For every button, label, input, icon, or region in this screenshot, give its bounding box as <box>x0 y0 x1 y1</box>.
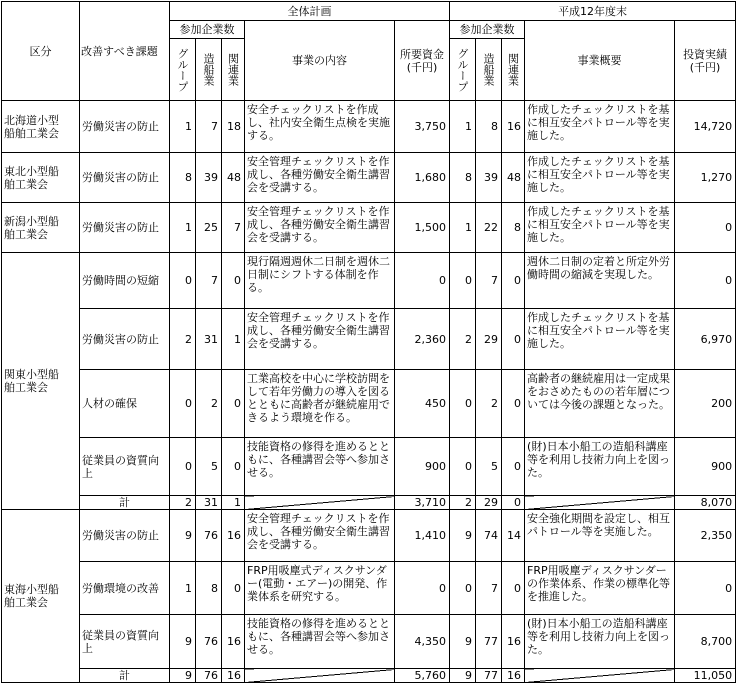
actual-related-count: 48 <box>502 153 525 203</box>
header-shoyo: 所要資金 (千円) <box>395 21 450 101</box>
issue-cell: 労働災害の防止 <box>80 153 170 203</box>
actual-group-count: 0 <box>450 253 476 309</box>
plan-shipbuilder-count: 2 <box>196 370 222 438</box>
plan-content: 安全管理チェックリストを作成し、各種労働安全衛生講習会を受講する。 <box>245 203 395 253</box>
total-label: 計 <box>80 669 170 683</box>
actual-summary: 作成したチェックリストを基に相互安全パトロール等を実施した。 <box>525 203 675 253</box>
plan-group-count: 8 <box>170 153 196 203</box>
plan-content: 技能資格の修得を進めるとともに、各種講習会等へ参加させる。 <box>245 438 395 496</box>
investment-result: 6,970 <box>675 309 736 370</box>
actual-shipbuilder-count: 39 <box>476 153 502 203</box>
header-zentai: 全体計画 <box>170 2 450 21</box>
total-investment: 11,050 <box>675 669 736 683</box>
actual-shipbuilder-count: 7 <box>476 562 502 615</box>
plan-group-count: 2 <box>170 309 196 370</box>
header-zosen-2: 造船業 <box>482 53 496 86</box>
actual-related-count: 14 <box>502 510 525 562</box>
total-plan-shipbuilder: 31 <box>196 496 222 510</box>
header-kanren: 関連業 <box>226 53 240 86</box>
actual-shipbuilder-count: 22 <box>476 203 502 253</box>
header-kubun: 区分 <box>2 2 80 101</box>
header-group: グループ <box>176 47 189 92</box>
actual-summary: 週休二日制の定着と所定外労働時間の縮減を実現した。 <box>525 253 675 309</box>
actual-related-count: 0 <box>502 309 525 370</box>
plan-shipbuilder-count: 76 <box>196 510 222 562</box>
plan-related-count: 7 <box>222 203 245 253</box>
plan-related-count: 0 <box>222 562 245 615</box>
required-funds: 0 <box>395 562 450 615</box>
plan-group-count: 9 <box>170 615 196 669</box>
plan-content: 工業高校を中心に学校訪問をして若年労働力の導入を図るとともに高齢者が継続雇用できるよう環境を作る。 <box>245 370 395 438</box>
actual-group-count: 8 <box>450 153 476 203</box>
header-sanka-2: 参加企業数 <box>450 21 525 39</box>
actual-summary: 作成したチェックリストを基に相互安全パトロール等を実施した。 <box>525 153 675 203</box>
plan-group-count: 0 <box>170 370 196 438</box>
actual-related-count: 0 <box>502 253 525 309</box>
total-actual-shipbuilder: 77 <box>476 669 502 683</box>
actual-group-count: 0 <box>450 370 476 438</box>
required-funds: 0 <box>395 253 450 309</box>
plan-table <box>1 1 736 683</box>
header-toshi: 投資実績 (千円) <box>675 21 736 101</box>
required-funds: 1,500 <box>395 203 450 253</box>
actual-group-count: 0 <box>450 438 476 496</box>
header-kanren-2: 関連業 <box>506 53 520 86</box>
required-funds: 900 <box>395 438 450 496</box>
required-funds: 2,360 <box>395 309 450 370</box>
plan-group-count: 1 <box>170 101 196 153</box>
issue-cell: 労働災害の防止 <box>80 203 170 253</box>
plan-related-count: 18 <box>222 101 245 153</box>
table-row <box>2 101 736 153</box>
header-naiyo: 事業の内容 <box>245 21 395 101</box>
section-name: 関東小型船 舶工業会 <box>2 253 80 510</box>
investment-result: 2,350 <box>675 510 736 562</box>
header-zosen: 造船業 <box>202 53 215 86</box>
actual-summary: 作成したチェックリストを基に相互安全パトロール等を実施した。 <box>525 101 675 153</box>
actual-related-count: 8 <box>502 203 525 253</box>
plan-related-count: 48 <box>222 153 245 203</box>
actual-summary: FRP用吸塵ディスクサンダーの作業体系、作業の標準化等を推進した。 <box>525 562 675 615</box>
actual-shipbuilder-count: 7 <box>476 253 502 309</box>
actual-summary: 高齢者の継続雇用は一定成果をおさめたものの若年層については今後の課題となった。 <box>525 370 675 438</box>
plan-group-count: 1 <box>170 203 196 253</box>
header-sanka: 参加企業数 <box>170 21 245 39</box>
required-funds: 1,410 <box>395 510 450 562</box>
total-plan-shipbuilder: 76 <box>196 669 222 683</box>
plan-group-count: 9 <box>170 510 196 562</box>
actual-summary: 作成したチェックリストを基に相互安全パトロール等を実施した。 <box>525 309 675 370</box>
table-row <box>2 562 736 615</box>
issue-cell: 労働災害の防止 <box>80 510 170 562</box>
investment-result: 0 <box>675 562 736 615</box>
section-name: 新潟小型船 舶工業会 <box>2 203 80 253</box>
plan-shipbuilder-count: 25 <box>196 203 222 253</box>
plan-related-count: 0 <box>222 370 245 438</box>
required-funds: 3,750 <box>395 101 450 153</box>
table-row <box>2 153 736 203</box>
actual-shipbuilder-count: 8 <box>476 101 502 153</box>
plan-related-count: 16 <box>222 510 245 562</box>
plan-related-count: 1 <box>222 309 245 370</box>
plan-related-count: 16 <box>222 615 245 669</box>
plan-content: 安全チェックリストを作成し、社内安全衛生点検を実施する。 <box>245 101 395 153</box>
plan-content: 安全管理チェックリストを作成し、各種労働安全衛生講習会を受講する。 <box>245 309 395 370</box>
actual-summary: (財)日本小船工の造船科講座等を利用し技術力向上を図った。 <box>525 438 675 496</box>
investment-result: 14,720 <box>675 101 736 153</box>
investment-result: 0 <box>675 253 736 309</box>
investment-result: 8,700 <box>675 615 736 669</box>
issue-cell: 人材の確保 <box>80 370 170 438</box>
header-group-2: グループ <box>456 47 470 92</box>
actual-group-count: 2 <box>450 309 476 370</box>
header-gaiyo: 事業概要 <box>525 21 675 101</box>
investment-result: 200 <box>675 370 736 438</box>
header-kadai: 改善すべき課題 <box>80 2 170 101</box>
total-investment: 8,070 <box>675 496 736 510</box>
plan-content: 安全管理チェックリストを作成し、各種労働安全衛生講習会を受講する。 <box>245 153 395 203</box>
actual-shipbuilder-count: 77 <box>476 615 502 669</box>
header-heisei: 平成12年度末 <box>450 2 736 21</box>
plan-shipbuilder-count: 39 <box>196 153 222 203</box>
issue-cell: 従業員の資質向上 <box>80 438 170 496</box>
investment-result: 900 <box>675 438 736 496</box>
plan-related-count: 0 <box>222 253 245 309</box>
required-funds: 1,680 <box>395 153 450 203</box>
actual-related-count: 0 <box>502 562 525 615</box>
actual-related-count: 0 <box>502 370 525 438</box>
total-plan-related: 1 <box>222 496 245 510</box>
plan-shipbuilder-count: 76 <box>196 615 222 669</box>
total-plan-group: 9 <box>170 669 196 683</box>
issue-cell: 労働災害の防止 <box>80 101 170 153</box>
total-actual-related: 16 <box>502 669 525 683</box>
issue-cell: 労働災害の防止 <box>80 309 170 370</box>
plan-related-count: 0 <box>222 438 245 496</box>
total-actual-related: 0 <box>502 496 525 510</box>
total-label: 計 <box>80 496 170 510</box>
table-row <box>2 203 736 253</box>
issue-cell: 従業員の資質向上 <box>80 615 170 669</box>
total-actual-summary-blank <box>525 496 675 510</box>
total-required-funds: 5,760 <box>395 669 450 683</box>
table-row <box>2 615 736 669</box>
total-required-funds: 3,710 <box>395 496 450 510</box>
actual-related-count: 16 <box>502 615 525 669</box>
total-actual-group: 9 <box>450 669 476 683</box>
actual-group-count: 1 <box>450 101 476 153</box>
actual-group-count: 9 <box>450 510 476 562</box>
total-plan-content-blank <box>245 669 395 683</box>
total-row <box>2 496 736 510</box>
table-row <box>2 309 736 370</box>
section-name: 東北小型船 舶工業会 <box>2 153 80 203</box>
actual-summary: 安全強化期間を設定し、相互パトロール等を実施した。 <box>525 510 675 562</box>
plan-content: 安全管理チェックリストを作成し、各種労働安全衛生講習会を受講する。 <box>245 510 395 562</box>
issue-cell: 労働環境の改善 <box>80 562 170 615</box>
actual-shipbuilder-count: 74 <box>476 510 502 562</box>
actual-shipbuilder-count: 29 <box>476 309 502 370</box>
actual-group-count: 9 <box>450 615 476 669</box>
plan-group-count: 0 <box>170 253 196 309</box>
total-plan-group: 2 <box>170 496 196 510</box>
plan-content: FRP用吸塵式ディスクサンダー(電動・エアー)の開発、作業体系を研究する。 <box>245 562 395 615</box>
plan-group-count: 0 <box>170 438 196 496</box>
table-row <box>2 370 736 438</box>
plan-shipbuilder-count: 31 <box>196 309 222 370</box>
issue-cell: 労働時間の短縮 <box>80 253 170 309</box>
table-row <box>2 510 736 562</box>
section-name: 東海小型船 舶工業会 <box>2 510 80 683</box>
total-actual-group: 2 <box>450 496 476 510</box>
plan-content: 現行隔週週休二日制を週休二日制にシフトする体制を作る。 <box>245 253 395 309</box>
table-row <box>2 253 736 309</box>
plan-shipbuilder-count: 7 <box>196 101 222 153</box>
plan-content: 技能資格の修得を進めるとともに、各種講習会等へ参加させる。 <box>245 615 395 669</box>
section-name: 北海道小型 船舶工業会 <box>2 101 80 153</box>
table-row <box>2 438 736 496</box>
actual-related-count: 0 <box>502 438 525 496</box>
investment-result: 1,270 <box>675 153 736 203</box>
plan-shipbuilder-count: 8 <box>196 562 222 615</box>
total-plan-related: 16 <box>222 669 245 683</box>
required-funds: 450 <box>395 370 450 438</box>
actual-group-count: 0 <box>450 562 476 615</box>
plan-shipbuilder-count: 5 <box>196 438 222 496</box>
plan-shipbuilder-count: 7 <box>196 253 222 309</box>
actual-summary: (財)日本小船工の造船科講座等を利用し技術力向上を図った。 <box>525 615 675 669</box>
actual-shipbuilder-count: 5 <box>476 438 502 496</box>
actual-related-count: 16 <box>502 101 525 153</box>
actual-shipbuilder-count: 2 <box>476 370 502 438</box>
actual-group-count: 1 <box>450 203 476 253</box>
total-plan-content-blank <box>245 496 395 510</box>
total-actual-shipbuilder: 29 <box>476 496 502 510</box>
total-row <box>2 669 736 683</box>
required-funds: 4,350 <box>395 615 450 669</box>
total-actual-summary-blank <box>525 669 675 683</box>
investment-result: 0 <box>675 203 736 253</box>
plan-group-count: 1 <box>170 562 196 615</box>
